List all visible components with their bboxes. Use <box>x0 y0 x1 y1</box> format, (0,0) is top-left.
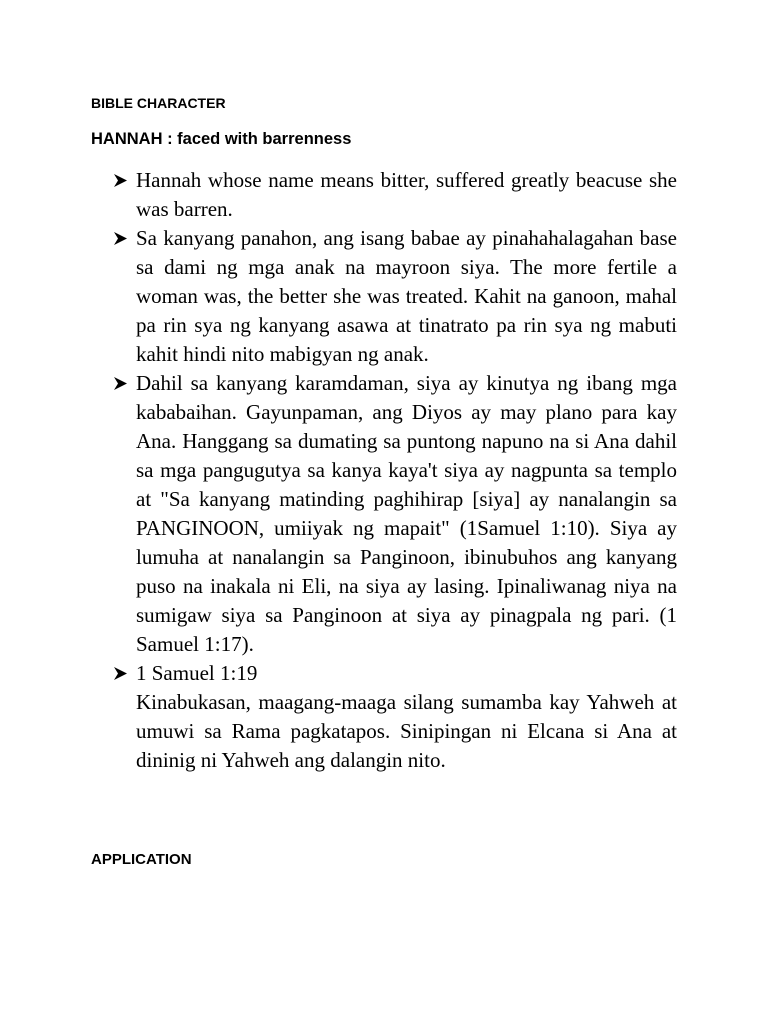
bullet-text: Sa kanyang panahon, ang isang babae ay pinahahalagahan base sa dami ng mga anak na mayroon siya. The more fertile a woman was, the better she was treated. Kahit na ganoon, mahal pa rin sya ng kanyang asawa at tinatrato pa rin sya ng mabuti kahit hindi nito mabigyan ng anak. <box>136 226 677 366</box>
bullet-reference: 1 Samuel 1:19 <box>136 661 258 685</box>
arrowhead-bullet-icon <box>113 166 131 195</box>
bullet-text: Kinabukasan, maagang-maaga silang sumamba kay Yahweh at umuwi sa Rama pagkatapos. Sinipingan ni Elcana si Ana at dininig ni Yahweh ang dalangin nito. <box>136 690 677 772</box>
bullet-item <box>113 369 677 659</box>
arrowhead-bullet-icon <box>113 224 131 253</box>
bullet-text: Dahil sa kanyang karamdaman, siya ay kinutya ng ibang mga kababaihan. Gayunpaman, ang Diyos ay may plano para kay Ana. Hanggang sa dumating sa puntong napuno na si Ana dahil sa mga pangugutya sa kanya kaya't siya ay nagpunta sa templo at "Sa kanyang matinding paghihirap [siya] ay nanalangin sa PANGINOON, umiiyak ng mapait" (1Samuel 1:10). Siya ay lumuha at nanalangin sa Panginoon, ibinubuhos ang kanyang puso na inakala ni Eli, na siya ay lasing. Ipinaliwanag niya na sumigaw siya sa Panginoon at siya ay pinagpala ng pari. (1 Samuel 1:17). <box>136 371 677 656</box>
bullet-item <box>113 166 677 224</box>
bullet-text: Hannah whose name means bitter, suffered greatly beacuse she was barren. <box>136 168 677 221</box>
arrowhead-bullet-icon <box>113 659 131 688</box>
bullet-item <box>113 224 677 369</box>
arrowhead-bullet-icon <box>113 369 131 398</box>
document-subtitle: HANNAH : faced with barrenness <box>91 130 352 148</box>
bullet-list <box>113 166 677 775</box>
document-label: BIBLE CHARACTER <box>91 95 226 111</box>
application-heading: APPLICATION <box>91 851 192 868</box>
bullet-item <box>113 659 677 775</box>
